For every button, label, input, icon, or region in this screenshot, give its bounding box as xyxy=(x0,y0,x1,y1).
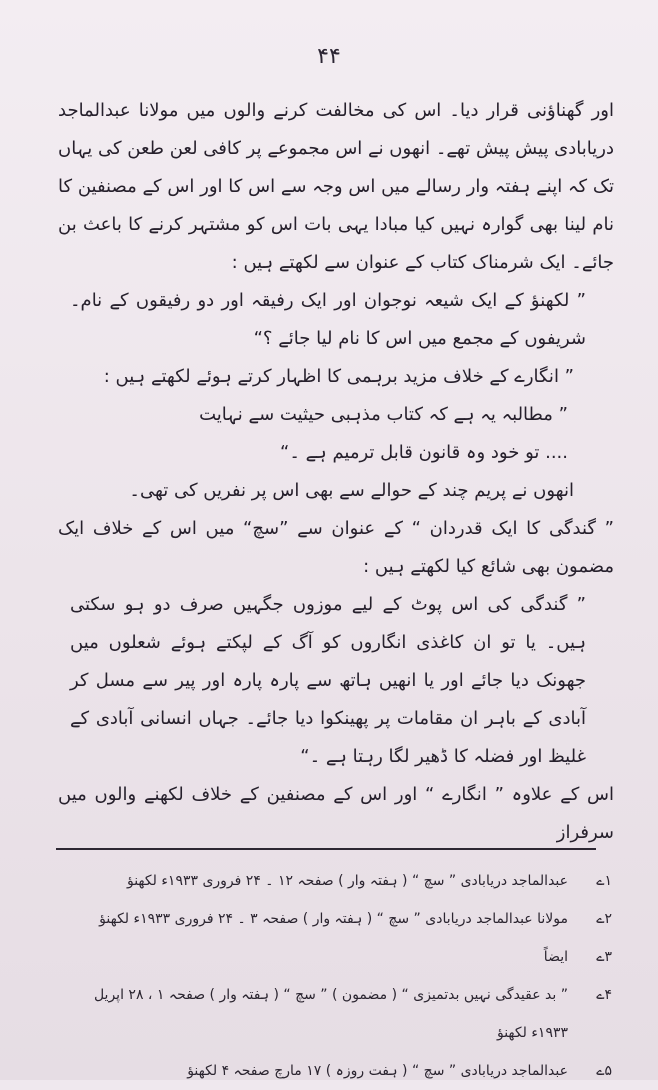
paragraph-1: اور گھناؤنی قرار دیا۔ اس کی مخالفت کرنے والوں میں مولانا عبدالماجد دریابادی پیش پیش تھے۔ انھوں نے اس مجموعے پر کافی لعن طعن کی یہاں تک کہ اپنے ہفتہ وار رسالے میں اس وجہ سے اس کا اور اس کے مصنفین کا نام لینا بھی گوارہ نہیں کیا مبادا یہی بات اس کو مشتہر کرنے کا باعث بن جائے۔ ایک شرمناک کتاب کے عنوان سے لکھتے ہیں : xyxy=(58,100,614,273)
footnote-text: مولانا عبدالماجد دریابادی ” سچ “ ( ہفتہ وار ) صفحہ ۳ ۔ ۲۴ فروری ۱۹۳۳ء لکھنؤ xyxy=(99,911,568,927)
footnote-marker: ۳ے xyxy=(596,949,612,965)
paragraph-4: ” گندگی کا ایک قدردان “ کے عنوان سے ”سچ“ میں اس کے خلاف ایک مضمون بھی شائع کیا لکھتے ہیں : xyxy=(58,518,614,577)
footnote-marker: ۱ے xyxy=(596,873,612,889)
footnote-1 xyxy=(56,862,612,900)
footnote-marker: ۴ے xyxy=(596,987,612,1003)
quote-2a: ” مطالبہ یہ ہے کہ کتاب مذہبی حیثیت سے نہایت xyxy=(199,404,568,425)
quote-1: ” لکھنؤ کے ایک شیعہ نوجوان اور ایک رفیقہ اور دو رفیقوں کے نام۔ شریفوں کے مجمع میں اس کا نام لیا جائے ؟“ xyxy=(70,290,586,349)
footnote-text: ایضاً xyxy=(543,949,568,965)
footnote-2 xyxy=(56,900,612,938)
footnotes xyxy=(56,862,612,1090)
quote-3: ” گندگی کی اس پوٹ کے لیے موزوں جگہیں صرف دو ہو سکتی ہیں۔ یا تو ان کاغذی انگاروں کو آگ کے لپکتے ہوئے شعلوں میں جھونک دیا جائے اور یا انھیں ہاتھ سے پارہ پارہ اور پیر سے مسل کر آبادی کے باہر ان مقامات پر پھینکوا دیا جائے۔ جہاں انسانی آبادی کے غلیظ اور فضلہ کا ڈھیر لگا رہتا ہے ۔“ xyxy=(70,594,586,767)
footnote-marker: ۲ے xyxy=(596,911,612,927)
paragraph-3: انھوں نے پریم چند کے حوالے سے بھی اس پر نفریں کی تھی۔ xyxy=(129,480,574,501)
footnote-5 xyxy=(56,1052,612,1090)
paragraph-2: ” انگارے کے خلاف مزید برہمی کا اظہار کرتے ہوئے لکھتے ہیں : xyxy=(103,366,574,387)
footnote-divider xyxy=(56,848,596,850)
footnote-text: ” بد عقیدگی نہیں بدتمیزی “ ( مضمون ) ” سچ “ ( ہفتہ وار ) صفحہ ۱ ، ۲۸ اپریل ۱۹۳۳ء لکھنؤ xyxy=(93,987,568,1041)
footnote-text: عبدالماجد دریابادی ” سچ “ ( ہفتہ وار ) صفحہ ۱۲ ۔ ۲۴ فروری ۱۹۳۳ء لکھنؤ xyxy=(126,873,568,889)
footnote-4 xyxy=(56,976,612,1052)
footnote-3 xyxy=(56,938,612,976)
page-number: ۴۴ xyxy=(317,44,341,69)
quote-2b: .... تو خود وہ قانون قابل ترمیم ہے ۔“ xyxy=(280,442,568,463)
footnote-marker: ۵ے xyxy=(596,1063,612,1079)
body-text xyxy=(58,92,614,852)
footnote-text: عبدالماجد دریابادی ” سچ “ ( ہفت روزہ ) ۱۷ مارچ صفحہ ۴ لکھنؤ xyxy=(187,1063,568,1079)
paragraph-5: اس کے علاوہ ” انگارے “ اور اس کے مصنفین کے خلاف لکھنے والوں میں سرفراز xyxy=(58,784,614,843)
